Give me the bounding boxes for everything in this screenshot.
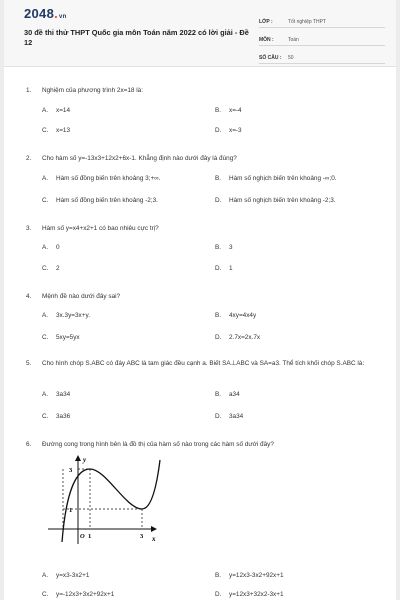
option-d[interactable]: D. 3a34 <box>215 413 244 420</box>
question-text: Nghiệm của phương trình 2x=18 là: <box>42 87 144 94</box>
document-title: 30 đề thi thử THPT Quốc gia môn Toán năm 2022 có lời giải - Đề 12 <box>24 28 249 47</box>
tick-label-x1: 1 <box>88 533 92 540</box>
question-number: 3. <box>26 225 32 232</box>
option-d[interactable]: D. Hàm số nghịch biến trên khoảng -2;3. <box>215 197 336 204</box>
question-number: 4. <box>26 293 32 300</box>
question-stem <box>26 359 382 369</box>
question-number: 2. <box>26 155 32 162</box>
meta-label: MÔN : <box>259 37 274 43</box>
question-text: Mệnh đề nào dưới đây sai? <box>42 293 121 300</box>
tick-label-y1: 1 <box>69 507 73 514</box>
option-c[interactable]: C. y=-12x3+3x2+92x+1 <box>42 591 115 598</box>
option-c[interactable]: C. Hàm số đồng biến trên khoảng -2;3. <box>42 197 158 204</box>
meta-label: LỚP : <box>259 19 273 25</box>
question-stem <box>26 440 382 450</box>
origin-label: O <box>80 533 85 540</box>
question-stem <box>26 86 382 96</box>
logo-suffix: vn <box>59 14 67 20</box>
meta-row-subject <box>259 30 385 46</box>
option-b[interactable]: B. y=12x3-3x2+92x+1 <box>215 572 284 579</box>
option-b[interactable]: B. x=-4 <box>215 107 242 114</box>
option-a[interactable]: A. 0 <box>42 244 60 251</box>
meta-value: 50 <box>288 55 294 61</box>
function-graph <box>42 452 162 548</box>
logo-text: 2048 <box>24 6 55 21</box>
option-b[interactable]: B. a34 <box>215 391 240 398</box>
question-stem <box>26 154 382 164</box>
meta-value: Toán <box>288 37 299 43</box>
question-number: 6. <box>26 441 32 448</box>
option-a[interactable]: A. Hàm số đồng biến trên khoảng 3;+∞. <box>42 175 161 182</box>
option-d[interactable]: D. y=12x3+32x2-3x+1 <box>215 591 284 598</box>
question-text: Hàm số y=x4+x2+1 có bao nhiêu cực trị? <box>42 225 159 232</box>
option-c[interactable]: C. 3a36 <box>42 413 71 420</box>
question-text: Cho hình chóp S.ABC có đáy ABC là tam giác đều cạnh a. Biết SA⊥ABC và SA=a3. Thể tích khối chóp S.ABC là: <box>42 360 365 367</box>
option-c[interactable]: C. 2 <box>42 265 60 272</box>
option-c[interactable]: C. x=13 <box>42 127 71 134</box>
question-text: Cho hàm số y=-13x3+12x2+6x-1. Khẳng định nào dưới đây là đúng? <box>42 155 237 162</box>
meta-row-class <box>259 12 385 28</box>
document-page <box>4 0 396 600</box>
question-stem <box>26 224 382 234</box>
option-d[interactable]: D. 1 <box>215 265 233 272</box>
question-text: Đường cong trong hình bên là đồ thị của hàm số nào trong các hàm số dưới đây? <box>42 441 274 448</box>
option-b[interactable]: B. 3 <box>215 244 233 251</box>
question-number: 1. <box>26 87 32 94</box>
document-meta <box>259 12 385 66</box>
document-header <box>4 0 396 67</box>
x-axis-label: x <box>152 535 156 543</box>
option-a[interactable]: A. x=14 <box>42 107 71 114</box>
question-number: 5. <box>26 360 32 367</box>
meta-row-count <box>259 48 385 64</box>
logo-dot: . <box>54 6 59 21</box>
site-logo[interactable] <box>24 6 67 21</box>
meta-value: Tốt nghiệp THPT <box>288 19 326 25</box>
option-c[interactable]: C. 5xy=5yx <box>42 334 80 341</box>
option-b[interactable]: B. Hàm số nghịch biến trên khoảng -∞;0. <box>215 175 337 182</box>
option-d[interactable]: D. 2.7x=2x.7x <box>215 334 261 341</box>
option-a[interactable]: A. 3a34 <box>42 391 71 398</box>
option-a[interactable]: A. y=x3-3x2+1 <box>42 572 90 579</box>
option-d[interactable]: D. x=-3 <box>215 127 242 134</box>
y-axis-label: y <box>83 456 87 464</box>
function-curve <box>62 460 160 542</box>
tick-label-y3: 3 <box>69 467 73 474</box>
meta-label: SỐ CÂU : <box>259 55 282 61</box>
tick-label-x3: 3 <box>140 533 144 540</box>
option-b[interactable]: B. 4xy=4x4y <box>215 312 257 319</box>
option-a[interactable]: A. 3x.3y=3x+y. <box>42 312 90 319</box>
question-stem <box>26 292 382 302</box>
